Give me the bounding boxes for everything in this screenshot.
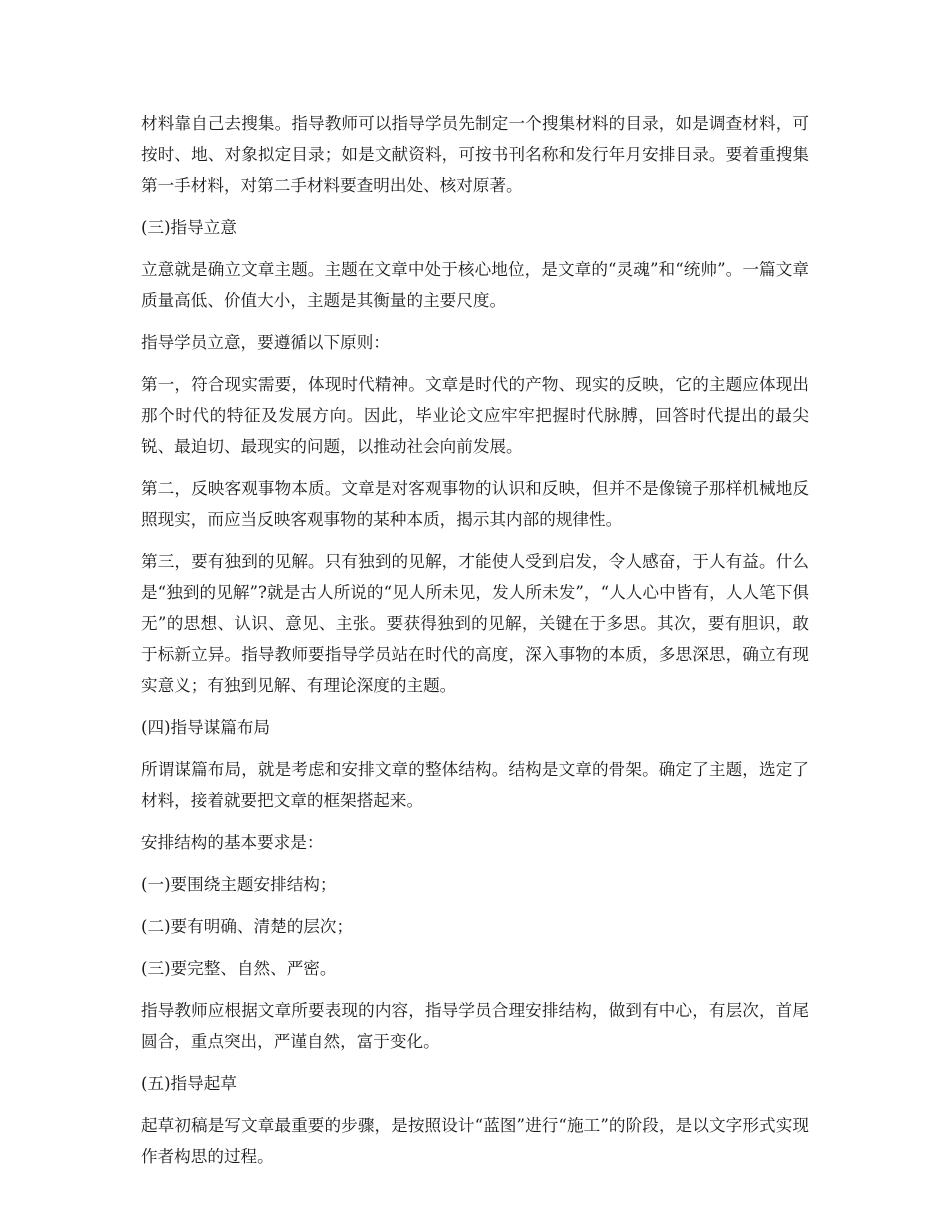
document-page (141, 108, 809, 1183)
paragraph-layout-definition: 所谓谋篇布局，就是考虑和安排文章的整体结构。结构是文章的骨架。确定了主题，选定了材料，接着就要把文章的框架搭起来。 (141, 760, 809, 810)
paragraph-theme-principles-intro: 指导学员立意，要遵循以下原则： (141, 333, 390, 352)
list-item-requirement-1: (一)要围绕主题安排结构； (141, 875, 337, 894)
paragraph-principle-third: 第三，要有独到的见解。只有独到的见解，才能使人受到启发，令人感奋，于人有益。什么是“独到的见解”?就是古人所说的“见人所未见，发人所未发”，“人人心中皆有，人人笔下俱无”的思想、认识、意见、主张。要获得独到的见解，关键在于多思。其次，要有胆识，敢于标新立异。指导教师要指导学员站在时代的高度，深入事物的本质，多思深思，确立有现实意义；有独到见解、有理论深度的主题。 (141, 552, 809, 695)
section-heading-drafting: (五)指导起草 (141, 1074, 237, 1093)
paragraph-theme-definition: 立意就是确立文章主题。主题在文章中处于核心地位，是文章的“灵魂”和“统帅”。一篇文章质量高低、价值大小，主题是其衡量的主要尺度。 (141, 260, 809, 310)
section-heading-layout: (四)指导谋篇布局 (141, 718, 271, 737)
paragraph-material-collection: 材料靠自己去搜集。指导教师可以指导学员先制定一个搜集材料的目录，如是调查材料，可按时、地、对象拟定目录；如是文献资料，可按书刊名称和发行年月安排目录。要着重搜集第一手材料，对第二手材料要查明出处、核对原著。 (141, 114, 809, 195)
paragraph-principle-second: 第二，反映客观事物本质。文章是对客观事物的认识和反映，但并不是像镜子那样机械地反照现实，而应当反映客观事物的某种本质，揭示其内部的规律性。 (141, 479, 809, 529)
section-heading-theme: (三)指导立意 (141, 218, 237, 237)
list-item-requirement-3: (三)要完整、自然、严密。 (141, 959, 337, 978)
paragraph-principle-first: 第一，符合现实需要，体现时代精神。文章是时代的产物、现实的反映，它的主题应体现出那个时代的特征及发展方向。因此，毕业论文应牢牢把握时代脉膊，回答时代提出的最尖锐、最迫切、最现实的问题，以推动社会向前发展。 (141, 375, 809, 456)
paragraph-structure-requirements-intro: 安排结构的基本要求是： (141, 833, 324, 852)
paragraph-drafting-definition: 起草初稿是写文章最重要的步骤，是按照设计“蓝图”进行“施工”的阶段，是以文字形式实现作者构思的过程。 (141, 1116, 809, 1166)
list-item-requirement-2: (二)要有明确、清楚的层次； (141, 917, 354, 936)
paragraph-structure-guidance: 指导教师应根据文章所要表现的内容，指导学员合理安排结构，做到有中心，有层次，首尾圆合，重点突出，严谨自然，富于变化。 (141, 1001, 809, 1051)
